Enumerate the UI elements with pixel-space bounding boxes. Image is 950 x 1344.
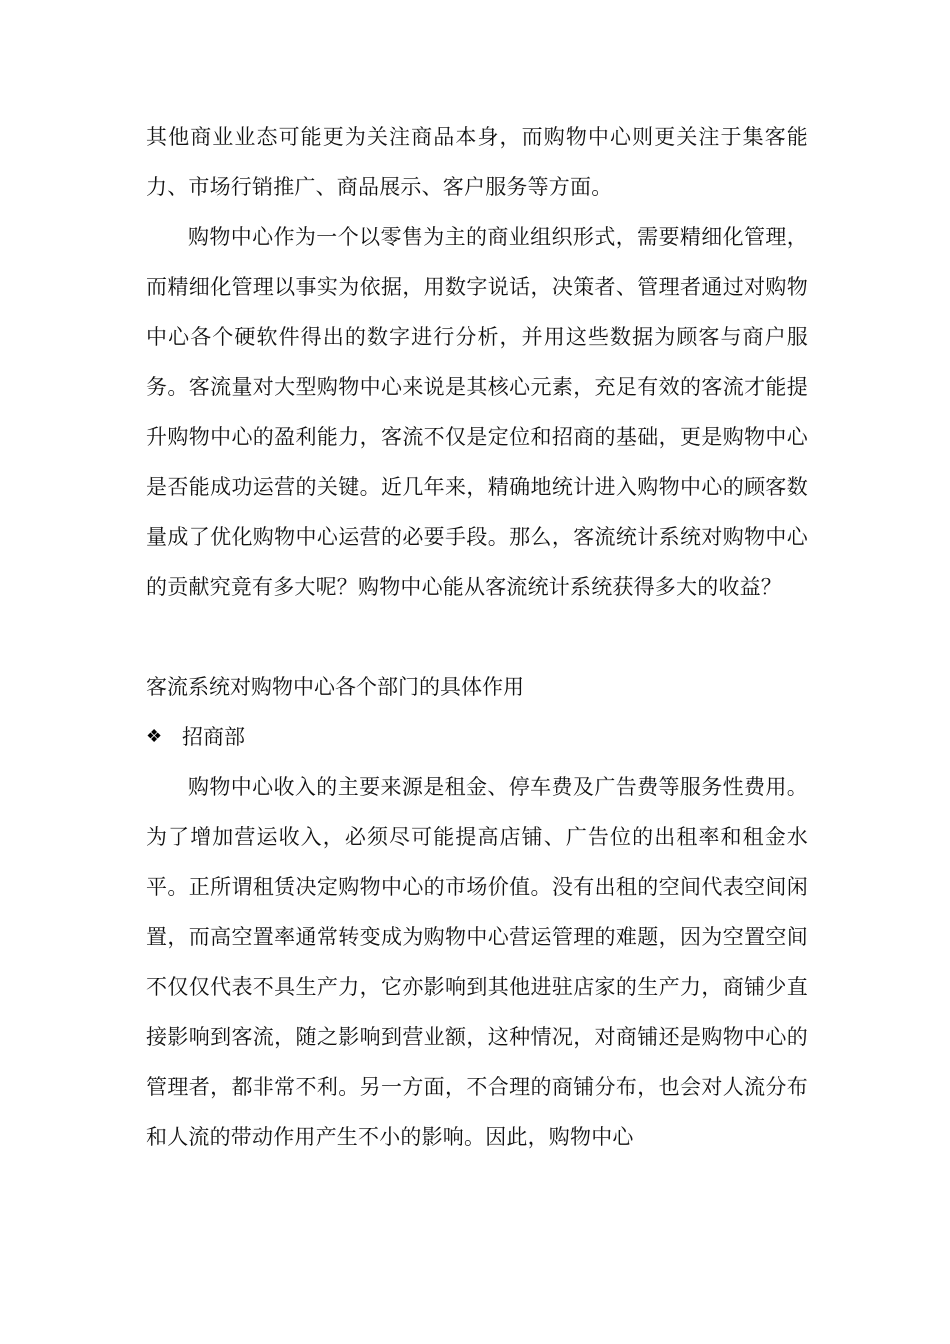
section-heading: 客流系统对购物中心各个部门的具体作用 (146, 675, 524, 699)
paragraph-intro-continued: 其他商业业态可能更为关注商品本身，而购物中心则更关注于集客能力、市场行销推广、商品展示、客户服务等方面。 (146, 125, 808, 199)
document-body (146, 112, 808, 1162)
paragraph-shopping-center-management: 购物中心作为一个以零售为主的商业组织形式，需要精细化管理，而精细化管理以事实为依据，用数字说话，决策者、管理者通过对购物中心各个硬软件得出的数字进行分析，并用这些数据为顾客与商户服务。客流量对大型购物中心来说是其核心元素，充足有效的客流才能提升购物中心的盈利能力，客流不仅是定位和招商的基础，更是购物中心是否能成功运营的关键。近几年来，精确地统计进入购物中心的顾客数量成了优化购物中心运营的必要手段。那么，客流统计系统对购物中心的贡献究竟有多大呢？购物中心能从客流统计系统获得多大的收益？ (146, 225, 808, 599)
paragraph-spacer (146, 612, 808, 662)
bullet-label: 招商部 (182, 725, 245, 749)
diamond-bullet-icon: ❖ (146, 726, 163, 747)
bullet-item-leasing-department (146, 712, 808, 762)
paragraph-revenue-sources: 购物中心收入的主要来源是租金、停车费及广告费等服务性费用。为了增加营运收入，必须尽可能提高店铺、广告位的出租率和租金水平。正所谓租赁决定购物中心的市场价值。没有出租的空间代表空间闲置，而高空置率通常转变成为购物中心营运管理的难题，因为空置空间不仅仅代表不具生产力，它亦影响到其他进驻店家的生产力，商铺少直接影响到客流，随之影响到营业额，这种情况，对商铺还是购物中心的管理者，都非常不利。另一方面，不合理的商铺分布，也会对人流分布和人流的带动作用产生不小的影响。因此，购物中心 (146, 775, 808, 1149)
